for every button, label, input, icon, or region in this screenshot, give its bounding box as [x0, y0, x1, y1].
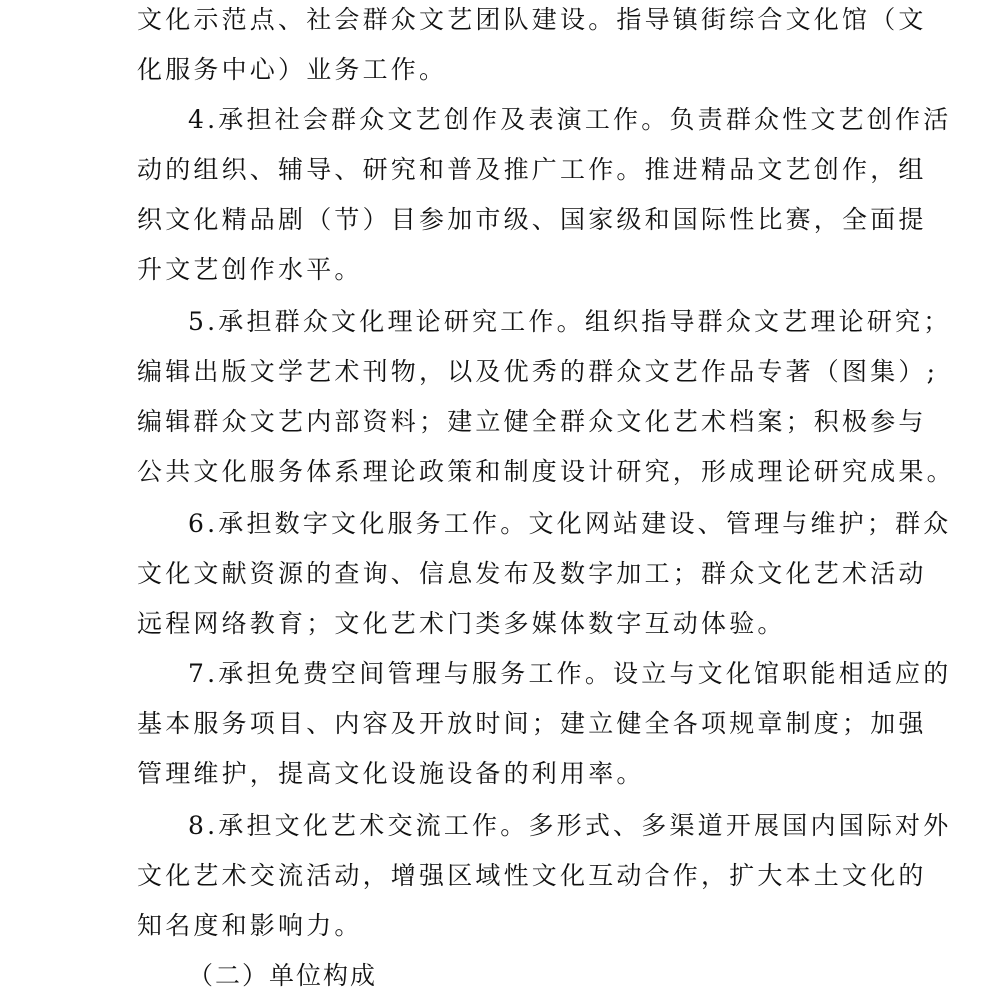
- text-line: 管理维护，提高文化设施设备的利用率。: [137, 759, 645, 788]
- text-line: 公共文化服务体系理论政策和制度设计研究，形成理论研究成果。: [137, 457, 955, 486]
- text-line: 文化示范点、社会群众文艺团队建设。指导镇街综合文化馆（文: [137, 5, 927, 34]
- paragraph-5-start: 5.承担群众文化理论研究工作。组织指导群众文艺理论研究；: [188, 307, 952, 336]
- text-line: 基本服务项目、内容及开放时间；建立健全各项规章制度；加强: [137, 709, 927, 738]
- text-line: 文化艺术交流活动，增强区域性文化互动合作，扩大本土文化的: [137, 861, 927, 890]
- paragraph-6-start: 6.承担数字文化服务工作。文化网站建设、管理与维护；群众: [188, 509, 952, 538]
- paragraph-8-start: 8.承担文化艺术交流工作。多形式、多渠道开展国内国际对外: [188, 811, 952, 840]
- text-line: 编辑群众文艺内部资料；建立健全群众文化艺术档案；积极参与: [137, 407, 927, 436]
- text-line: 动的组织、辅导、研究和普及推广工作。推进精品文艺创作，组: [137, 155, 927, 184]
- text-line: 文化文献资源的查询、信息发布及数字加工；群众文化艺术活动: [137, 559, 927, 588]
- section-heading: （二）单位构成: [188, 961, 378, 990]
- text-line: 化服务中心）业务工作。: [137, 55, 448, 84]
- text-line: 编辑出版文学艺术刊物，以及优秀的群众文艺作品专著（图集）;: [137, 357, 939, 386]
- text-line: 远程网络教育；文化艺术门类多媒体数字互动体验。: [137, 609, 786, 638]
- text-line: 升文艺创作水平。: [137, 255, 363, 284]
- text-line: 知名度和影响力。: [137, 911, 363, 940]
- paragraph-4-start: 4.承担社会群众文艺创作及表演工作。负责群众性文艺创作活: [188, 105, 952, 134]
- paragraph-7-start: 7.承担免费空间管理与服务工作。设立与文化馆职能相适应的: [188, 659, 952, 688]
- text-line: 织文化精品剧（节）目参加市级、国家级和国际性比赛，全面提: [137, 205, 927, 234]
